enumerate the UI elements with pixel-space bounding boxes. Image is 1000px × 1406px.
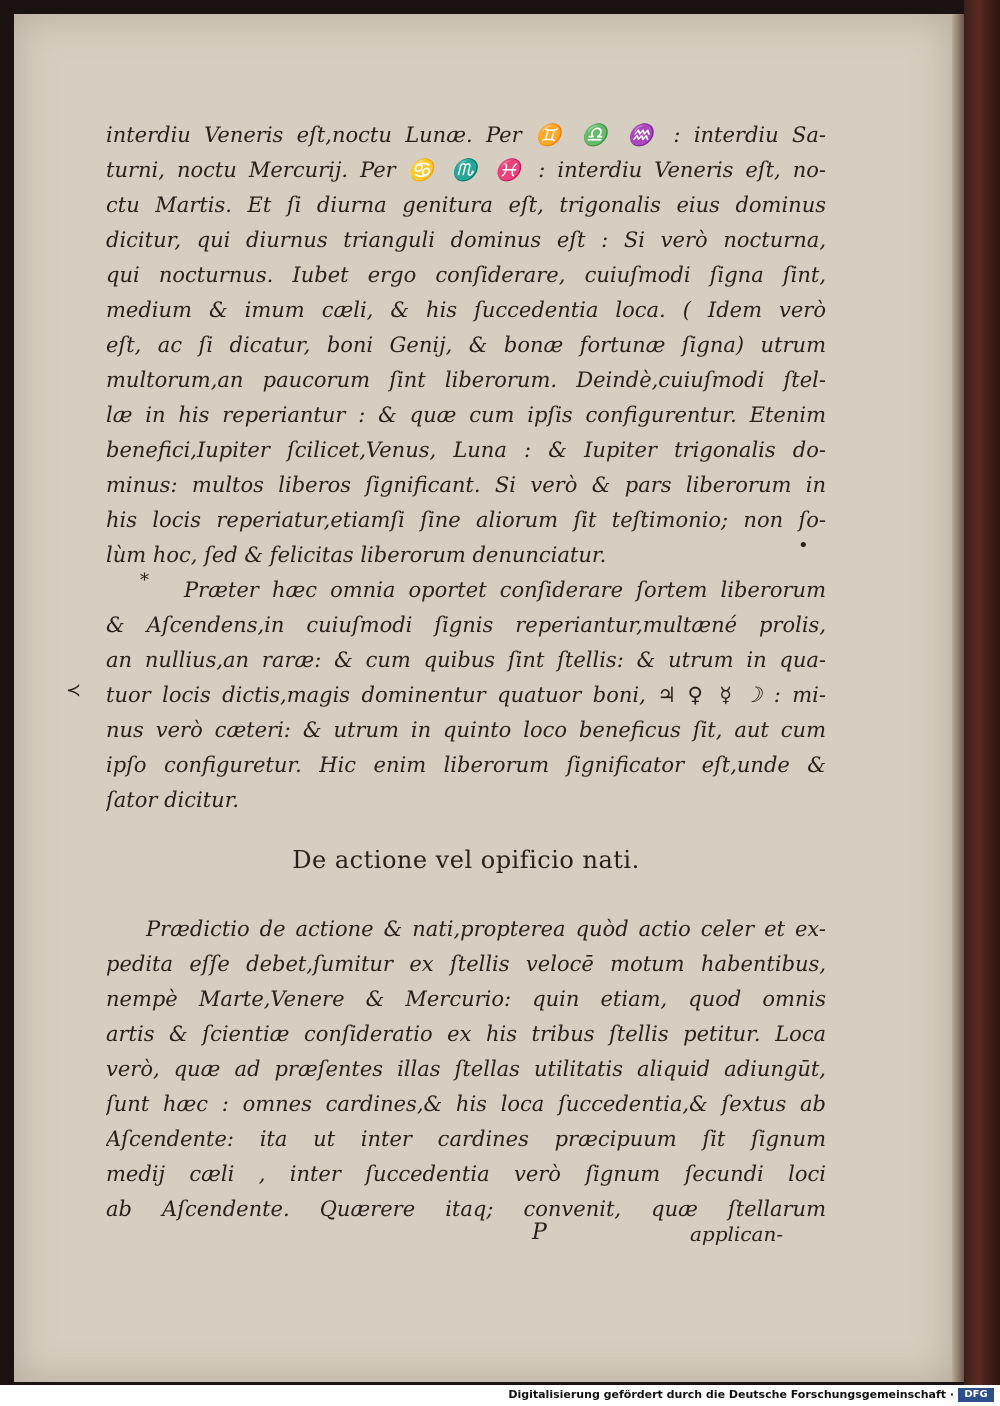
margin-asterisk: * [140, 570, 149, 591]
margin-dot-right: • [798, 535, 809, 556]
text-line: Præter hæc omnia oportet conſiderare ſortem liberorum [184, 578, 826, 602]
text-line: verò, quæ ad præſentes illas ſtellas utilitatis aliquid adiungūt, [106, 1057, 826, 1081]
text-line: Aſcendente: ita ut inter cardines præcipuum ſit ſignum [106, 1127, 826, 1151]
signature-mark: P [532, 1220, 547, 1245]
text-line: benefici,Iupiter ſcilicet,Venus, Luna : & Iupiter trigonalis do- [106, 438, 826, 462]
paragraph-middle [106, 573, 826, 818]
text-line: multorum,an paucorum ſint liberorum. Deindè,cuiuſmodi ſtel- [106, 368, 826, 392]
section-heading: De actione vel opificio nati. [292, 846, 640, 874]
text-line: ſator dicitur. [106, 788, 240, 812]
funding-credit: Digitalisierung gefördert durch die Deutsche Forschungsgemeinschaft · [508, 1388, 954, 1401]
text-line: interdiu Veneris eſt,noctu Lunæ. Per ♊ ♎ ♒ : interdiu Sa- [106, 123, 826, 147]
text-line: his locis reperiatur,etiamſi ſine aliorum ſit teſtimonio; non ſo- [106, 508, 826, 532]
book-binding [964, 0, 1000, 1385]
paragraph-top [106, 118, 826, 573]
text-line: eſt, ac ſi dicatur, boni Genij, & bonæ fortunæ ſigna) utrum [106, 333, 826, 357]
text-line: ab Aſcendente. Quærere itaq; convenit, quæ ſtellarum [106, 1197, 826, 1221]
text-line: artis & ſcientiæ conſideratio ex his tribus ſtellis petitur. Loca [106, 1022, 826, 1046]
text-line: minus: multos liberos ſignificant. Si verò & pars liberorum in [106, 473, 826, 497]
page-text [106, 118, 826, 1227]
footer-bar [0, 1385, 1000, 1406]
text-line: ctu Martis. Et ſi diurna genitura eſt, trigonalis eius dominus [106, 193, 826, 217]
text-line: qui nocturnus. Iubet ergo conſiderare, cuiuſmodi ſigna ſint, [106, 263, 826, 287]
text-line: læ in his reperiantur : & quæ cum ipſis configurentur. Etenim [106, 403, 826, 427]
text-line: dicitur, qui diurnus trianguli dominus eſt : Si verò nocturna, [106, 228, 826, 252]
paragraph-bottom [106, 912, 826, 1227]
text-line: medij cæli , inter ſuccedentia verò ſignum ſecundi loci [106, 1162, 826, 1186]
page-edge [952, 14, 964, 1382]
margin-mark-left: ≺ [66, 680, 82, 701]
text-line: nempè Marte,Venere & Mercurio: quin etiam, quod omnis [106, 987, 826, 1011]
catchword: applican- [690, 1222, 784, 1246]
text-line: ipſo configuretur. Hic enim liberorum ſignificator eſt,unde & [106, 753, 826, 777]
text-line: tuor locis dictis,magis dominentur quatuor boni, ♃ ♀ ☿ ☽ : mi- [106, 683, 826, 707]
dfg-logo: DFG [958, 1388, 994, 1402]
text-line: pedita eſſe debet,ſumitur ex ſtellis velocē motum habentibus, [106, 952, 826, 976]
text-line: & Aſcendens,in cuiuſmodi ſignis reperiantur,multæné prolis, [106, 613, 826, 637]
text-line: nus verò cæteri: & utrum in quinto loco beneficus ſit, aut cum [106, 718, 826, 742]
text-line: an nullius,an raræ: & cum quibus ſint ſtellis: & utrum in qua- [106, 648, 826, 672]
text-line: lùm hoc, ſed & felicitas liberorum denunciatur. [106, 543, 607, 567]
text-line: turni, noctu Mercurij. Per ♋ ♏ ♓ : interdiu Veneris eſt, no- [106, 158, 826, 182]
text-line: medium & imum cæli, & his ſuccedentia loca. ( Idem verò [106, 298, 826, 322]
text-line: ſunt hæc : omnes cardines,& his loca ſuccedentia,& ſextus ab [106, 1092, 826, 1116]
text-line: Prædictio de actione & nati,propterea quòd actio celer et ex- [146, 917, 826, 941]
